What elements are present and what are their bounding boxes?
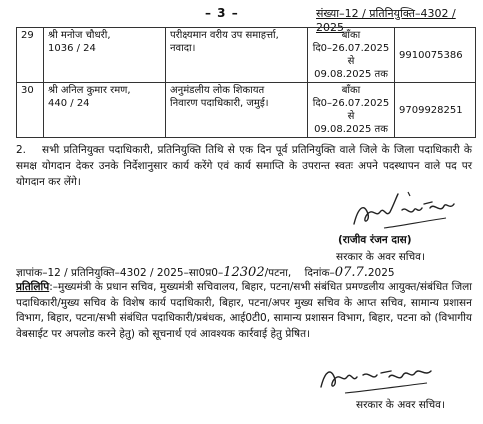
paragraph-text: सभी प्रतिनियुक्त पदाधिकारी, प्रतिनियुक्ति तिथि से एक दिन पूर्व प्रतिनियुक्ति वाले जिले के जिला पदाधिकारी के समक्ष योगदान देकर उनके निर्देशानुसार कार्य करेंगे एवं कार्य समाप्ति के उपरान्त स्वतः अपने पदस्थापन वाले पद पर योगदान कर लेंगे। <box>16 144 472 188</box>
signatory-designation-2: सरकार के अवर सचिव। <box>356 399 446 411</box>
memo-number-handwritten: 12302 <box>223 265 265 280</box>
memo-date-handwritten: 07.7. <box>334 265 368 280</box>
phone-number: 9709928251 <box>395 83 476 138</box>
copy-text: :–मुख्यमंत्री के प्रधान सचिव, मुख्यमंत्री सचिवालय, बिहार, पटना/सभी संबंधित प्रमण्डलीय आयुक्त/संबंधित जिला पदाधिकारी/मुख्य सचिव के विशेष कार्य पदाधिकारी, बिहार, पटना/अपर मुख्य सचिव के आप्त सचिव, सामान्य प्रशासन विभाग, बिहार, पटना/सभी संबंधित पदाधिकारी/प्रबंधक, आई0टी0, सामान्य प्रशासन विभाग, बिहार, पटना को (विभागीय वेबसाईट पर अपलोड करने हेतु) को सूचनार्थ एवं आवश्यक कार्रवाई हेतु प्रेषित। <box>16 281 472 340</box>
deputation-table <box>16 27 476 138</box>
phone-number: 9910075386 <box>395 28 476 83</box>
copy-to-paragraph <box>16 280 472 342</box>
handwritten-signature-1 <box>350 188 460 233</box>
officer-name: श्री मनोज चौधरी, 1036 / 24 <box>44 28 166 83</box>
table-row <box>17 28 476 83</box>
paragraph-number: 2. <box>16 144 27 156</box>
officer-post: अनुमंडलीय लोक शिकायत निवारण पदाधिकारी, जमुई। <box>166 83 308 138</box>
instruction-paragraph <box>16 142 472 190</box>
memo-line <box>16 265 476 280</box>
copy-label: प्रतिलिपि <box>16 281 50 293</box>
serial-number: 30 <box>17 83 44 138</box>
signatory-name: (राजीव रंजन दास) <box>338 234 412 246</box>
memo-year: 2025 <box>367 267 395 279</box>
signatory-designation: सरकार के अवर सचिव। <box>336 251 426 263</box>
page-number: – 3 – <box>205 6 239 20</box>
memo-reference: ज्ञापांक–12 / प्रतिनियुक्ति–4302 / 2025–सा0प्र0– <box>16 267 224 279</box>
table-row <box>17 83 476 138</box>
deputation-district-dates: बाँका दि0–26.07.2025 से 09.08.2025 तक <box>308 83 395 138</box>
memo-place: /पटना, <box>264 267 292 279</box>
officer-name: श्री अनिल कुमार रमण, 440 / 24 <box>44 83 166 138</box>
serial-number: 29 <box>17 28 44 83</box>
memo-date-label: दिनांक– <box>304 267 335 279</box>
reference-number: संख्या–12 / प्रतिनियुक्ति–4302 / 2025 <box>316 7 456 34</box>
officer-post: परीक्ष्यमान वरीय उप समाहर्त्ता, नवादा। <box>166 28 308 83</box>
handwritten-signature-2 <box>315 355 445 397</box>
deputation-district-dates: बाँका दि0–26.07.2025 से 09.08.2025 तक <box>308 28 395 83</box>
